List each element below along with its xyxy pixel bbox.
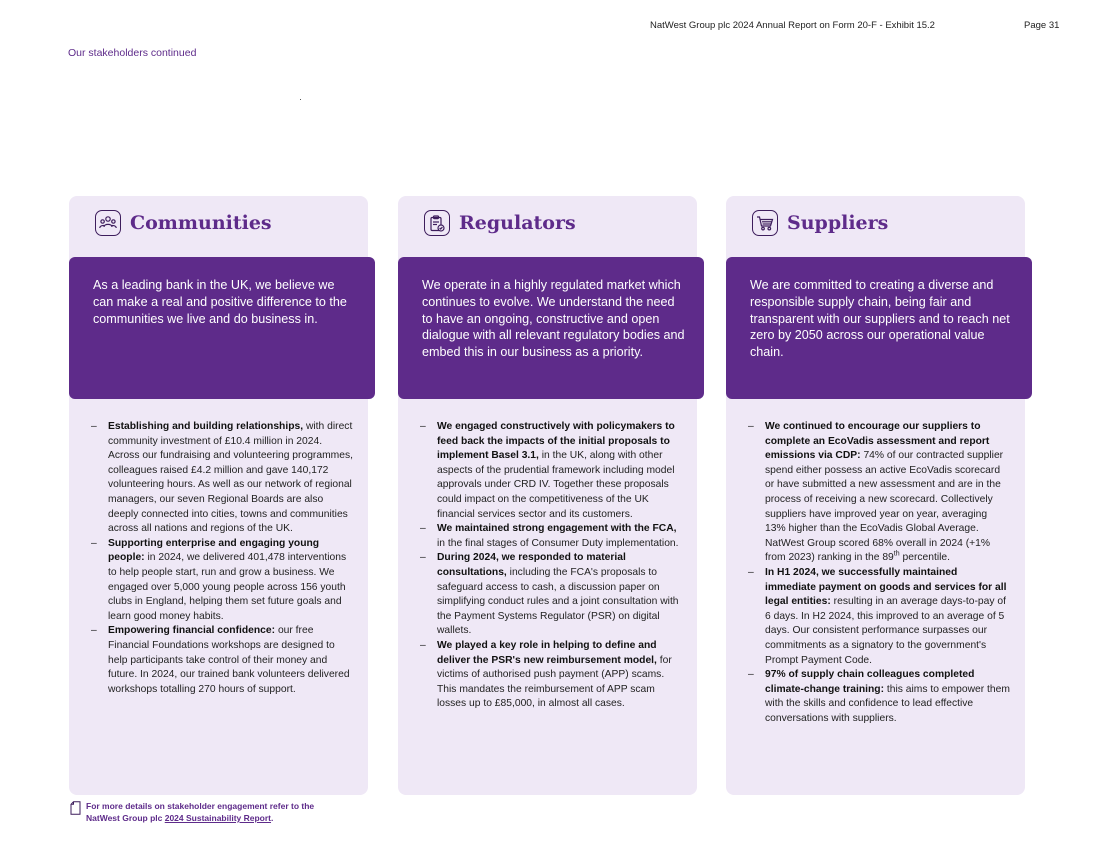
list-item: – In H1 2024, we successfully maintained immediate payment on goods and services for all legal entities: resulting in an average days-to-pay of 6 days. In H2 2024, this improved to an average of 5 days. Our consistent performance surpasses our commitments as a signatory to the government's Prompt Payment Code. [748, 566, 1010, 668]
card-intro: We are committed to creating a diverse and responsible supply chain, being fair and transparent with our suppliers and to reach net zero by 2050 across our operational value chain. [726, 257, 1032, 399]
stray-dot [300, 99, 301, 100]
clipboard-check-icon [424, 210, 450, 236]
communities-card [69, 196, 368, 795]
card-list [420, 420, 682, 712]
card-intro: As a leading bank in the UK, we believe we can make a real and positive difference to the communities we live and do business in. [69, 257, 375, 399]
people-icon [95, 210, 121, 236]
list-item: – Supporting enterprise and engaging young people: in 2024, we delivered 401,478 interventions to help people start, run and grow a business. We engaged over 5,000 young people across 156 youth clubs in England, helping them set future goals and learn good money habits. [91, 537, 353, 625]
card-intro: We operate in a highly regulated market which continues to evolve. We understand the need to have an ongoing, constructive and open dialogue with all relevant regulatory bodies and embed this in our business as a priority. [398, 257, 704, 399]
list-item: – Establishing and building relationships, with direct community investment of £10.4 million in 2024. Across our fundraising and volunteering programmes, colleagues raised £4.2 million and gave 140,172 volunteering hours. As well as our network of regional managers, our seven Regional Boards are also deeply connected into cities, towns and communities across all nations and regions of the UK. [91, 420, 353, 537]
list-item: – Empowering financial confidence: our free Financial Foundations workshops are designed to help participants take control of their money and future. In 2024, our trained bank volunteers delivered workshops totalling 270 hours of support. [91, 624, 353, 697]
section-title: Our stakeholders continued [68, 47, 197, 59]
document-icon [70, 801, 81, 824]
regulators-card [398, 196, 697, 795]
footnote-text: For more details on stakeholder engagement refer to the NatWest Group plc [86, 801, 315, 823]
footnote: For more details on stakeholder engagement refer to the NatWest Group plc 2024 Sustainability Report. [70, 800, 346, 824]
card-list [91, 420, 353, 697]
card-title: Regulators [459, 212, 576, 234]
list-item: – We engaged constructively with policymakers to feed back the impacts of the initial proposals to implement Basel 3.1, in the UK, along with other aspects of the prudential framework including model approvals under CRD IV. Together these proposals could impact on the competitiveness of the UK financial services sector and its customers. [420, 420, 682, 522]
card-title: Communities [130, 212, 272, 234]
card-list [748, 420, 1010, 726]
list-item: – We maintained strong engagement with the FCA, in the final stages of Consumer Duty implementation. [420, 522, 682, 551]
list-item: – During 2024, we responded to material consultations, including the FCA's proposals to safeguard access to cash, a discussion paper on simplifying conduct rules and a joint consultation with the Payment Systems Regulator (PSR) on digital wallets. [420, 551, 682, 639]
shopping-cart-icon [752, 210, 778, 236]
card-title: Suppliers [787, 212, 889, 234]
document-title: NatWest Group plc 2024 Annual Report on Form 20-F - Exhibit 15.2 [650, 20, 935, 31]
suppliers-card [726, 196, 1025, 795]
page-number: Page 31 [1024, 20, 1060, 31]
sustainability-report-link[interactable]: 2024 Sustainability Report [164, 813, 272, 823]
list-item: – 97% of supply chain colleagues completed climate-change training: this aims to empower them with the skills and confidence to lead effective conversations with suppliers. [748, 668, 1010, 726]
list-item: – We continued to encourage our suppliers to complete an EcoVadis assessment and report emissions via CDP: 74% of our contracted supplier spend either possess an active EcoVadis scorecard or have submitted a new assessment and are in the process of receiving a new scorecard. Collectively suppliers have improved year on year, averaging 13% higher than the EcoVadis Global Average. NatWest Group scored 68% overall in 2024 (+1% from 2023) ranking in the 89th percentile. [748, 420, 1010, 566]
list-item: – We played a key role in helping to define and deliver the PSR's new reimbursement model, for victims of authorised push payment (APP) scams. This mandates the reimbursement of APP scam losses up to £85,000, in almost all cases. [420, 639, 682, 712]
